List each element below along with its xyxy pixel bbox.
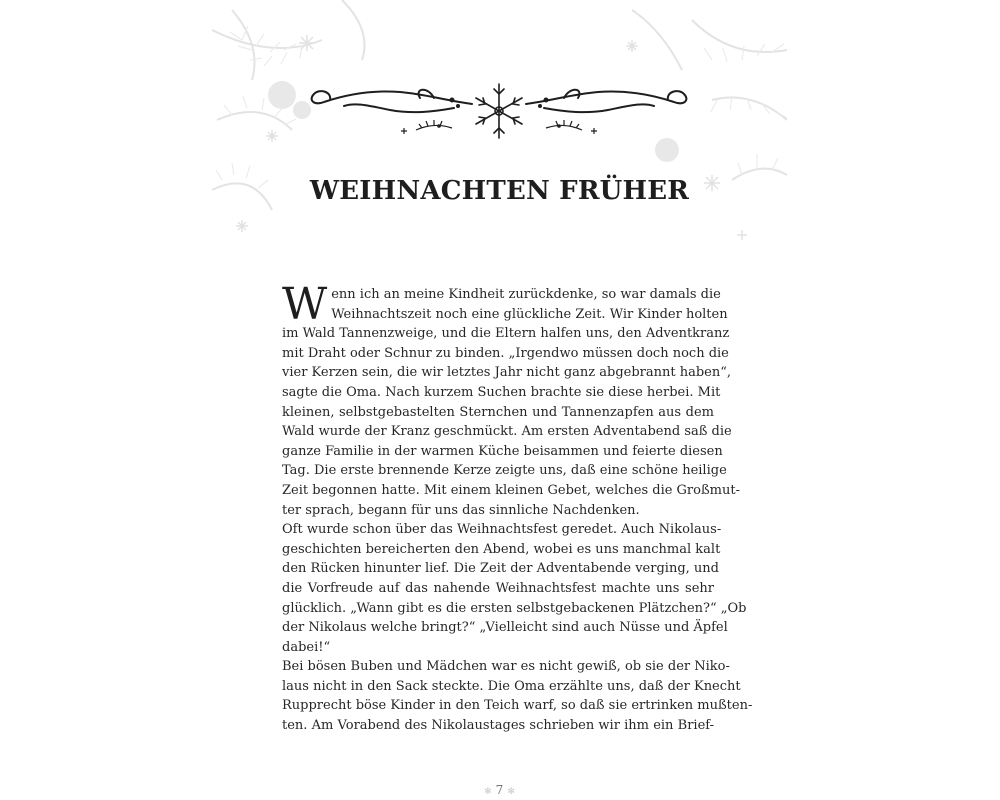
drop-cap: W xyxy=(282,279,328,330)
text-line: Tag. Die erste brennende Kerze zeigte uns, daß eine schöne heilige xyxy=(282,463,727,479)
text-line: Bei bösen Buben und Mädchen war es nicht gewiß, ob sie der Niko- xyxy=(282,659,730,675)
body-text xyxy=(282,279,753,736)
text-line: sagte die Oma. Nach kurzem Suchen brachte sie diese herbei. Mit xyxy=(282,384,721,400)
page-number-footer xyxy=(212,783,787,797)
text-line: dabei!“ xyxy=(282,639,331,655)
text-line: glücklich. „Wann gibt es die ersten selbstgebackenen Plätzchen?“ „Ob xyxy=(282,600,747,616)
star-icon: ✻ xyxy=(507,787,515,797)
text-line: kleinen, selbstgebastelten Sternchen und Tannenzapfen aus dem xyxy=(282,404,714,420)
text-line: geschichten bereicherten den Abend, wobei es uns manchmal kalt xyxy=(282,541,721,557)
text-line: Rupprecht böse Kinder in den Teich warf, so daß sie ertrinken mußten- xyxy=(282,698,753,714)
text-line: mit Draht oder Schnur zu binden. „Irgendwo müssen doch noch die xyxy=(282,345,729,361)
text-line: ganze Familie in der warmen Küche beisammen und feierte diesen xyxy=(282,443,723,459)
page-number: 7 xyxy=(495,783,504,797)
text-line: laus nicht in den Sack steckte. Die Oma erzählte uns, daß der Knecht xyxy=(282,678,741,694)
text-line: ten. Am Vorabend des Nikolaustages schrieben wir ihm ein Brief- xyxy=(282,718,714,734)
text-line: Weihnachtszeit noch eine glückliche Zeit. Wir Kinder holten xyxy=(331,306,728,322)
chapter-title: WEIHNACHTEN FRÜHER xyxy=(309,176,690,206)
text-line: Oft wurde schon über das Weihnachtsfest geredet. Auch Nikolaus- xyxy=(282,522,722,538)
text-line: ter sprach, begann für uns das sinnliche Nachdenken. xyxy=(282,502,640,518)
text-line: die Vorfreude auf das nahende Weihnachtsfest machte uns sehr xyxy=(282,580,714,596)
text-line: vier Kerzen sein, die wir letztes Jahr nicht ganz abgebrannt haben“, xyxy=(282,365,732,381)
text-line: enn ich an meine Kindheit zurückdenke, so war damals die xyxy=(331,287,721,302)
text-line: Wald wurde der Kranz geschmückt. Am ersten Adventabend saß die xyxy=(282,424,732,440)
text-line: der Nikolaus welche bringt?“ „Vielleicht sind auch Nüsse und Äpfel xyxy=(282,620,728,636)
text-line: im Wald Tannenzweige, und die Eltern halfen uns, den Adventkranz xyxy=(282,326,730,342)
snowflake-flourish-icon xyxy=(304,78,694,142)
text-line: Zeit begonnen hatte. Mit einem kleinen Gebet, welches die Großmut- xyxy=(282,482,740,498)
book-page xyxy=(212,0,787,800)
text-line: den Rücken hinunter lief. Die Zeit der Adventabende verging, und xyxy=(282,561,719,577)
star-icon: ✻ xyxy=(484,787,492,797)
